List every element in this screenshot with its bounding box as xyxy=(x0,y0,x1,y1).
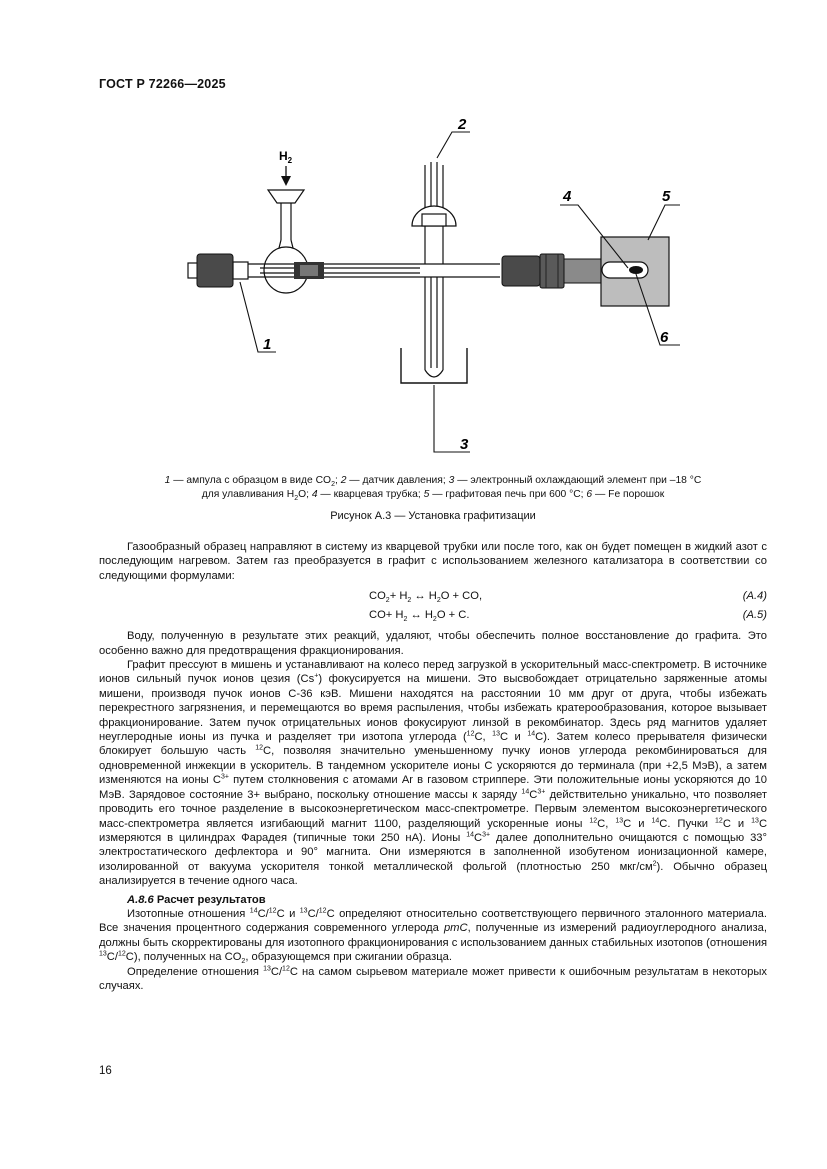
caption-line-1: 1 — ампула с образцом в виде $CO_2$; 2 — датчик давления; 3 — электронный охлаждающий элемент при –18 °С xyxy=(164,475,702,489)
figure-caption xyxy=(99,474,767,502)
paragraph-1: Газообразный образец направляют в систему из кварцевой трубки или после того, как он будет помещен в жидкий азот с последующим нагревом. Затем газ преобразуется в графит с использованием железного катализатора в соответствии со следующими формулами: xyxy=(99,541,767,582)
right-valve xyxy=(502,256,540,286)
formula-a4-expression: $CO_2+ H_2$ ↔ $H_2O$ + CO, xyxy=(369,590,483,605)
page-number: 16 xyxy=(99,1065,112,1077)
document-body xyxy=(99,540,767,993)
label-2: 2 xyxy=(458,116,467,133)
pressure-riser xyxy=(412,162,456,264)
h2-label: $H_2$ xyxy=(279,149,293,165)
left-valve xyxy=(197,254,233,287)
caption-line-2: для улавливания $H_2O$; 4 — кварцевая трубка; 5 — графитовая печь при 600 °С; 6 — Fe порошок xyxy=(201,489,665,503)
label-6: 6 xyxy=(660,329,669,346)
label-4: 4 xyxy=(563,188,572,205)
document-header: ГОСТ Р 72266—2025 xyxy=(99,77,226,91)
fe-powder xyxy=(629,266,643,274)
label-1: 1 xyxy=(263,336,272,353)
right-coupling xyxy=(540,254,564,288)
label-5: 5 xyxy=(662,188,671,205)
h2-arrow-head xyxy=(281,176,291,186)
cooling-bath xyxy=(401,348,467,383)
paragraph-5: Определение отношения $^{13}$C/$^{12}$C на самом сырьевом материале может привести к ошибочным результатам в некоторых случаях. xyxy=(99,964,768,992)
paragraph-4: Изотопные отношения $^{14}$C/$^{12}$C и $^{13}$C/$^{12}$C определяют относительно соответствующего первичного эталонного материала. Все значения процентного содержания современного углерода pmC, полученные из измерений радиоуглеродного анализа, должны быть скорректированы для изотопного фракционирования с использованием данных стабильных изотопов (отношения $^{13}$C/$^{12}$C), полученных на $CO_2$, образующемся при сжигании образца. xyxy=(99,907,767,966)
formula-a4 xyxy=(99,587,767,606)
figure-title: Рисунок А.3 — Установка графитизации xyxy=(330,510,536,522)
paragraph-2: Воду, полученную в результате этих реакций, удаляют, чтобы обеспечить полное восстановление до графита. Это особенно важно для предотвращения фракционирования. xyxy=(99,630,767,657)
section-heading: A.8.6 Расчет результатов xyxy=(127,893,266,906)
formula-a5 xyxy=(99,606,767,625)
quartz-tube-adapter xyxy=(564,259,602,283)
formula-a5-expression: $CO+ H_2$ ↔ $H_2O + C$. xyxy=(369,609,470,624)
graphitization-setup-diagram xyxy=(0,0,827,470)
paragraph-3: Графит прессуют в мишень и устанавливают на колесо перед загрузкой в ускорительный масс-спектрометр. В источнике ионов сильный пучок ионов цезия (Cs+) фокусируется на мишени. Это высвобождает отрицательно заряженные атомы мишени, производя пучок ионов С-36 кэВ. Мишени находятся на расстоянии 10 мм друг от друга, чтобы избежать перекрестного загрязнения, и перемещаются во время распыления, чтобы избежать кратерообразования, которое вызывает фракционирование. Затем пучок отрицательных ионов фокусируют линзой в рекомбинатор. Здесь ряд магнитов удаляет неуглеродные ионы из пучка и разделяет три изотопа углерода ($^{12}$C, $^{13}$C и $^{14}$C). Затем колесо прерывателя физически блокирует большую часть $^{12}$C, позволяя значительно уменьшенному пучку ионов углерода рекомбинироваться для одновременной инжекции в ускоритель. В тандемном ускорителе ионы С ускоряются до терминала (при +2,5 МэВ), а затем изменяются на ионы $С^{3+}$ путем столкновения с атомами Ar в газовом стриппере. Эти положительные ионы ускоряются до 10 МэВ. Зарядовое состояние 3+ выбрано, поскольку отношение массы к заряду $^{14}C^{3+}$ действительно уникально, что позволяет проводить его точное разделение в высокоэнергетическом масс-спектрометре. Первым элементом высокоэнергетического масс-спектрометра является изгибающий магнит 1100, разделяющий ускоренные ионы $^{12}$C, $^{13}$C и $^{14}$C. Пучки $^{12}$C и $^{13}$C измеряются в цилиндрах Фарадея (типичные токи 250 нА). Ионы $^{14}C^{3+}$ далее дополнительно очищаются с помощью 33° электростатического дефлектора и 90° магнита. Они измеряются в заполненной изобутеном ионизационной камере, изолированной от вакуума ускорителя тонкой металлической фольгой (плотностью 250 мкг/$см^2$). Обычно образец анализируется в течение одного часа. xyxy=(99,659,768,888)
formula-a5-number: (A.5) xyxy=(742,609,767,622)
cooling-tube xyxy=(425,277,443,377)
formula-a4-number: (A.4) xyxy=(742,590,767,603)
label-3: 3 xyxy=(460,436,469,453)
